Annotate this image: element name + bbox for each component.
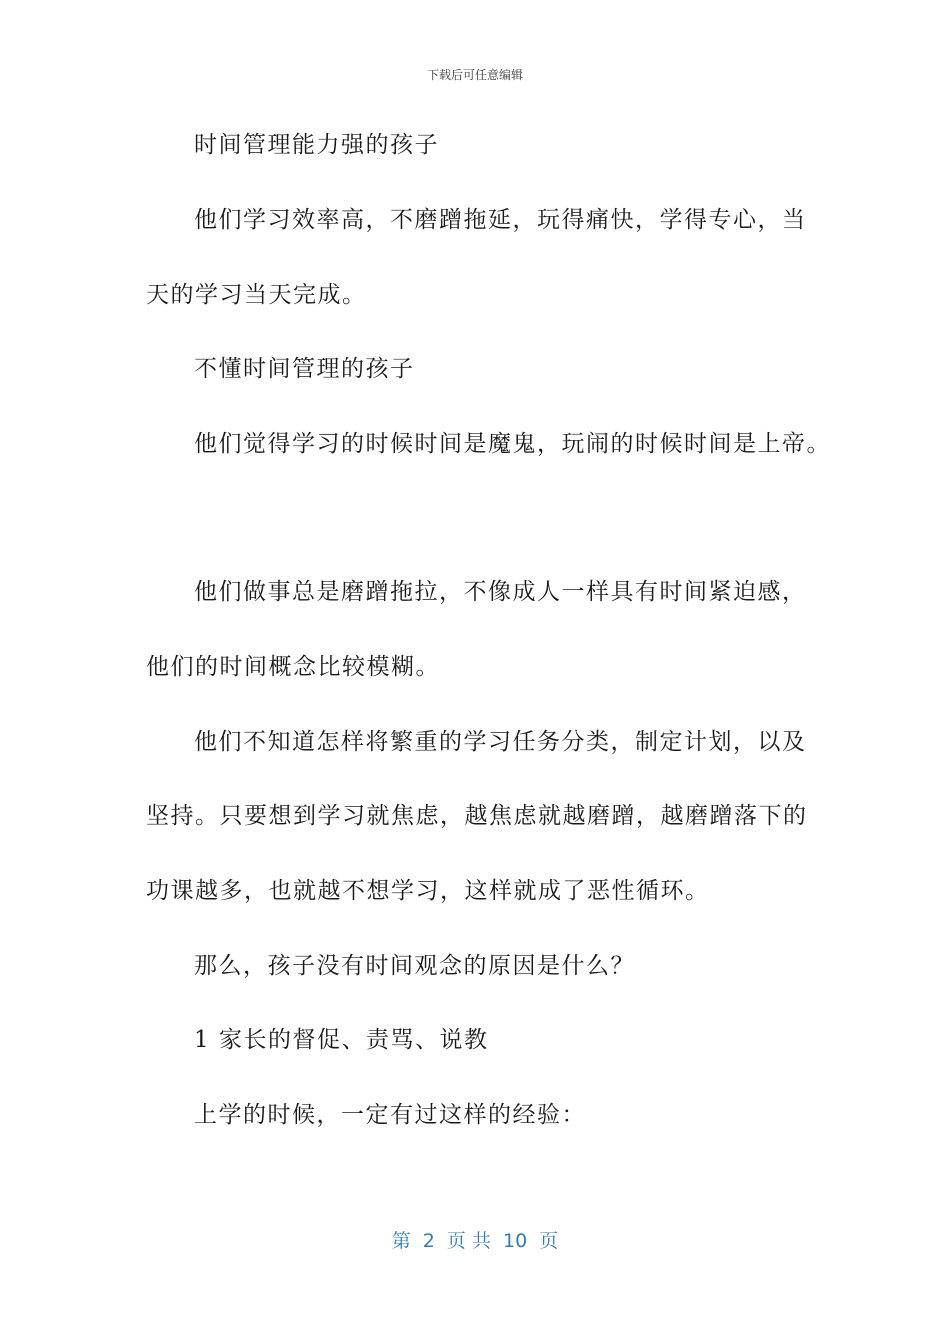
- body-line: 上学的时候，一定有过这样的经验：: [194, 1102, 586, 1128]
- page-number-footer: 第 2 页 共 10 页: [391, 1230, 559, 1252]
- body-line: 功课越多，也就越不想学习，这样就成了恶性循环。: [146, 878, 710, 904]
- body-line: 时间管理能力强的孩子: [194, 132, 439, 158]
- body-line: 他们的时间概念比较模糊。: [146, 654, 440, 680]
- body-line: 不懂时间管理的孩子: [194, 356, 415, 382]
- body-line: 天的学习当天完成。: [146, 282, 367, 308]
- body-line: 1 家长的督促、责骂、说教: [194, 1027, 489, 1053]
- body-line: 他们学习效率高，不磨蹭拖延，玩得痛快，学得专心，当: [194, 207, 807, 233]
- body-line: 他们觉得学习的时候时间是魔鬼，玩闹的时候时间是上帝。: [194, 431, 831, 457]
- body-line: 坚持。只要想到学习就焦虑，越焦虑就越磨蹭，越磨蹭落下的: [146, 803, 808, 829]
- body-line: 他们不知道怎样将繁重的学习任务分类，制定计划，以及: [194, 729, 807, 755]
- body-line: 他们做事总是磨蹭拖拉，不像成人一样具有时间紧迫感，: [194, 579, 807, 605]
- header-note: 下载后可任意编辑: [426, 68, 523, 82]
- body-line: 那么，孩子没有时间观念的原因是什么？: [194, 953, 635, 979]
